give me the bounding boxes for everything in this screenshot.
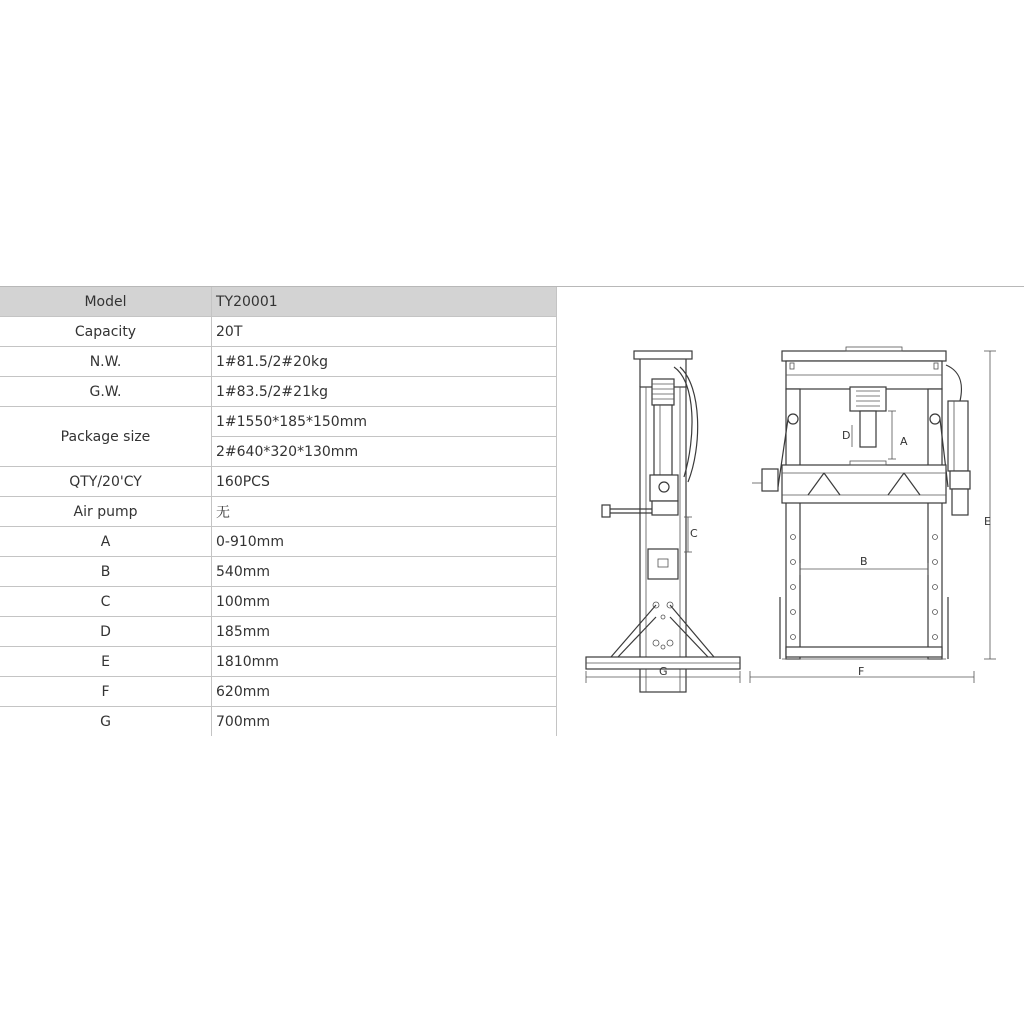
table-row <box>0 647 557 677</box>
spec-label: F <box>0 677 212 707</box>
spec-value: 620mm <box>212 677 557 707</box>
dim-label-b: B <box>860 555 868 568</box>
spec-value: 1#81.5/2#20kg <box>212 347 557 377</box>
spec-label: Air pump <box>0 497 212 527</box>
front-view <box>750 347 996 683</box>
spec-label: N.W. <box>0 347 212 377</box>
dim-label-g: G <box>659 665 668 678</box>
table-row <box>0 347 557 377</box>
spec-value: 100mm <box>212 587 557 617</box>
spec-label: C <box>0 587 212 617</box>
spec-label: Capacity <box>0 317 212 347</box>
spec-table <box>0 287 557 736</box>
table-row <box>0 317 557 347</box>
spec-value: TY20001 <box>212 287 557 317</box>
dim-label-f: F <box>858 665 865 678</box>
spec-value: 700mm <box>212 707 557 737</box>
spec-label: B <box>0 557 212 587</box>
press-technical-drawing <box>556 287 1024 738</box>
dim-label-d: D <box>842 429 851 442</box>
spec-value: 1#83.5/2#21kg <box>212 377 557 407</box>
table-header-row <box>0 287 557 317</box>
table-row <box>0 707 557 737</box>
spec-label: Model <box>0 287 212 317</box>
table-row <box>0 377 557 407</box>
spec-value: 540mm <box>212 557 557 587</box>
dim-label-e: E <box>984 515 991 528</box>
spec-value: 20T <box>212 317 557 347</box>
spec-label: QTY/20'CY <box>0 467 212 497</box>
dim-label-c: C <box>690 527 698 540</box>
table-row <box>0 467 557 497</box>
spec-label: Package size <box>0 407 212 467</box>
spec-label: A <box>0 527 212 557</box>
table-row <box>0 617 557 647</box>
spec-value: 1#1550*185*150mm <box>212 407 557 437</box>
spec-label: D <box>0 617 212 647</box>
spec-value: 1810mm <box>212 647 557 677</box>
table-row <box>0 557 557 587</box>
spec-sheet <box>0 286 1024 738</box>
dim-label-a: A <box>900 435 908 448</box>
spec-label: G.W. <box>0 377 212 407</box>
spec-label: E <box>0 647 212 677</box>
spec-label: G <box>0 707 212 737</box>
table-row <box>0 587 557 617</box>
spec-value: 2#640*320*130mm <box>212 437 557 467</box>
spec-value: 无 <box>212 497 557 527</box>
table-row <box>0 407 557 437</box>
table-row <box>0 677 557 707</box>
table-row <box>0 527 557 557</box>
table-row <box>0 497 557 527</box>
spec-value: 185mm <box>212 617 557 647</box>
spec-value: 160PCS <box>212 467 557 497</box>
spec-value: 0-910mm <box>212 527 557 557</box>
side-view <box>586 351 740 692</box>
